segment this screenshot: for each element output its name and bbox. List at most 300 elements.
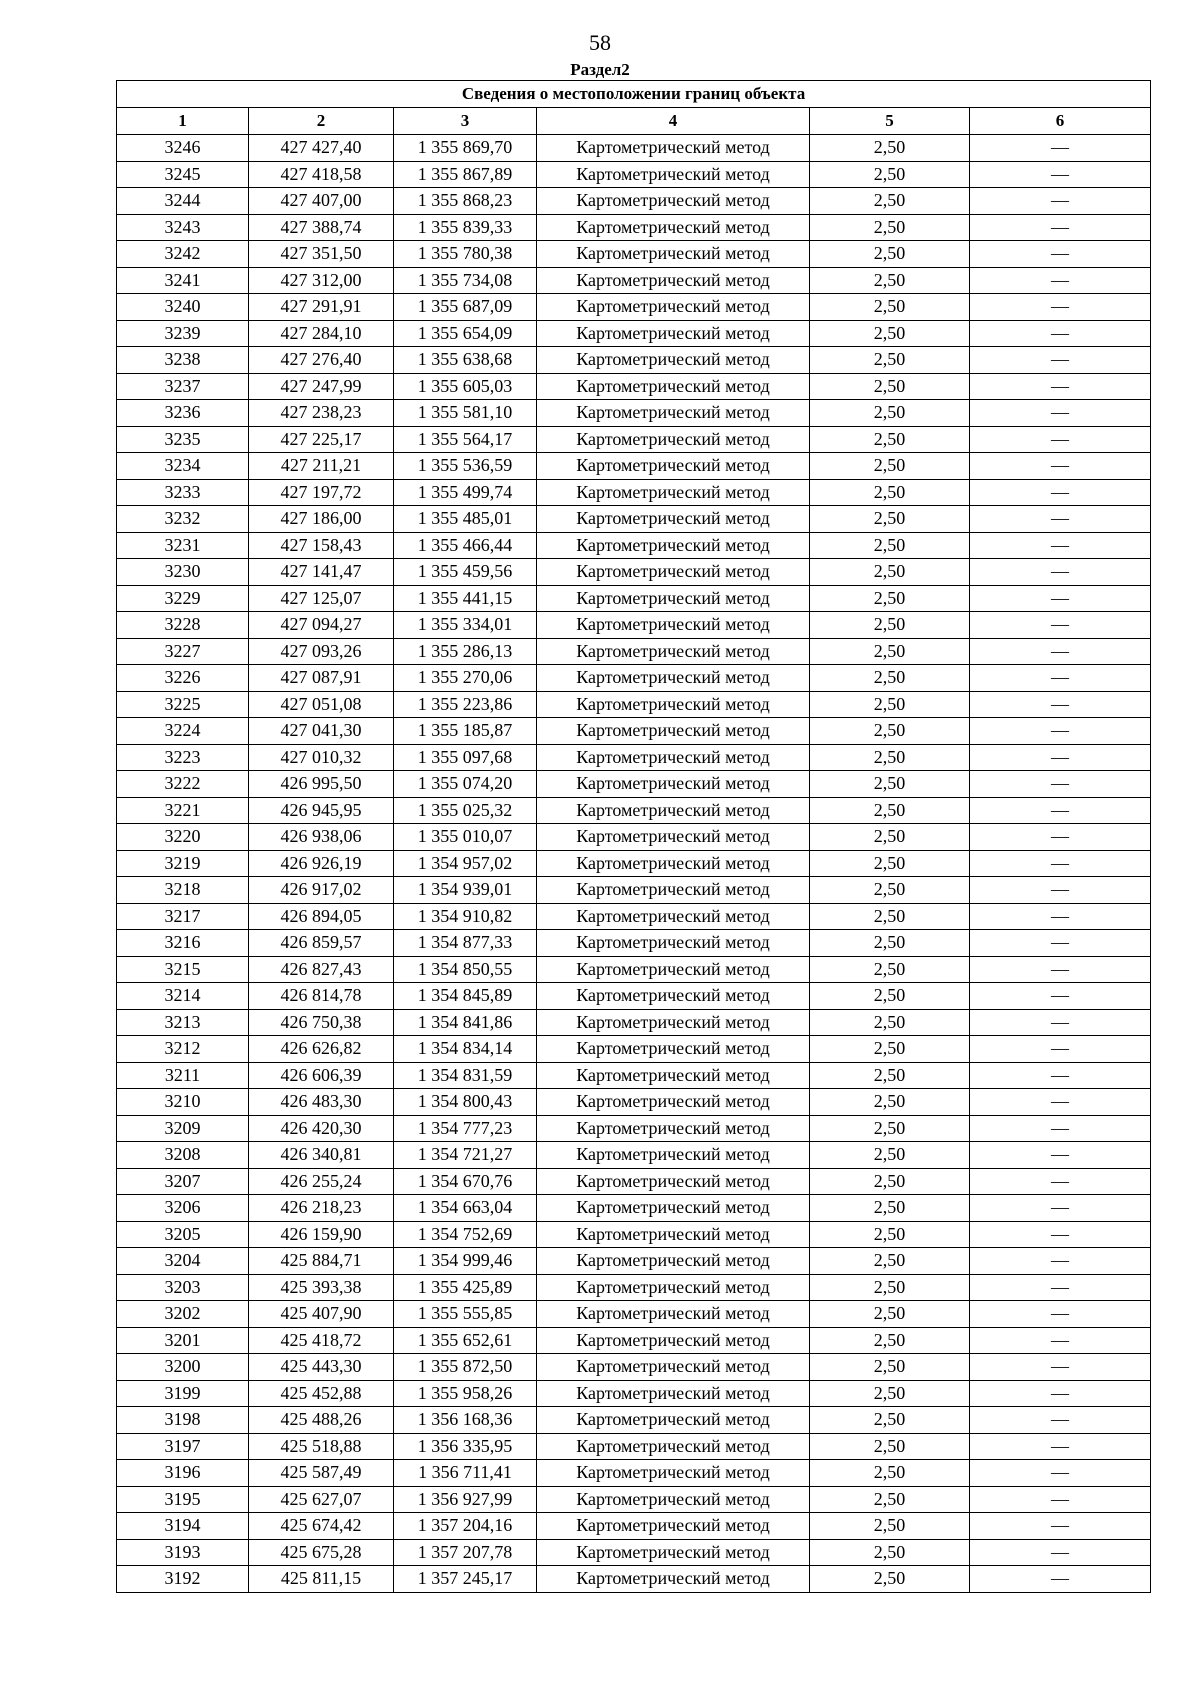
method-cell: Картометрический метод bbox=[537, 1274, 810, 1301]
table-row bbox=[117, 241, 1151, 268]
point-number-cell: 3241 bbox=[117, 267, 249, 294]
y-coordinate-cell: 1 355 652,61 bbox=[394, 1327, 537, 1354]
y-coordinate-cell: 1 357 204,16 bbox=[394, 1513, 537, 1540]
y-coordinate-cell: 1 356 168,36 bbox=[394, 1407, 537, 1434]
x-coordinate-cell: 427 284,10 bbox=[249, 320, 394, 347]
method-cell: Картометрический метод bbox=[537, 532, 810, 559]
y-coordinate-cell: 1 355 867,89 bbox=[394, 161, 537, 188]
description-cell: — bbox=[970, 1539, 1151, 1566]
point-number-cell: 3204 bbox=[117, 1248, 249, 1275]
description-cell: — bbox=[970, 1274, 1151, 1301]
accuracy-cell: 2,50 bbox=[810, 1407, 970, 1434]
x-coordinate-cell: 425 627,07 bbox=[249, 1486, 394, 1513]
description-cell: — bbox=[970, 559, 1151, 586]
x-coordinate-cell: 425 811,15 bbox=[249, 1566, 394, 1593]
accuracy-cell: 2,50 bbox=[810, 1539, 970, 1566]
point-number-cell: 3208 bbox=[117, 1142, 249, 1169]
column-number-1: 1 bbox=[117, 108, 249, 135]
column-number-5: 5 bbox=[810, 108, 970, 135]
table-row bbox=[117, 1089, 1151, 1116]
description-cell: — bbox=[970, 585, 1151, 612]
description-cell: — bbox=[970, 850, 1151, 877]
section-title: Раздел2 bbox=[570, 60, 630, 79]
accuracy-cell: 2,50 bbox=[810, 1301, 970, 1328]
point-number-cell: 3215 bbox=[117, 956, 249, 983]
method-cell: Картометрический метод bbox=[537, 824, 810, 851]
x-coordinate-cell: 427 186,00 bbox=[249, 506, 394, 533]
description-cell: — bbox=[970, 1115, 1151, 1142]
method-cell: Картометрический метод bbox=[537, 1248, 810, 1275]
table-row bbox=[117, 1566, 1151, 1593]
y-coordinate-cell: 1 355 564,17 bbox=[394, 426, 537, 453]
description-cell: — bbox=[970, 453, 1151, 480]
x-coordinate-cell: 426 750,38 bbox=[249, 1009, 394, 1036]
description-cell: — bbox=[970, 983, 1151, 1010]
x-coordinate-cell: 427 225,17 bbox=[249, 426, 394, 453]
description-cell: — bbox=[970, 1089, 1151, 1116]
y-coordinate-cell: 1 354 957,02 bbox=[394, 850, 537, 877]
method-cell: Картометрический метод bbox=[537, 559, 810, 586]
accuracy-cell: 2,50 bbox=[810, 1460, 970, 1487]
accuracy-cell: 2,50 bbox=[810, 161, 970, 188]
x-coordinate-cell: 427 010,32 bbox=[249, 744, 394, 771]
y-coordinate-cell: 1 355 466,44 bbox=[394, 532, 537, 559]
y-coordinate-cell: 1 354 939,01 bbox=[394, 877, 537, 904]
y-coordinate-cell: 1 355 555,85 bbox=[394, 1301, 537, 1328]
description-cell: — bbox=[970, 241, 1151, 268]
accuracy-cell: 2,50 bbox=[810, 188, 970, 215]
x-coordinate-cell: 427 351,50 bbox=[249, 241, 394, 268]
accuracy-cell: 2,50 bbox=[810, 1513, 970, 1540]
method-cell: Картометрический метод bbox=[537, 320, 810, 347]
point-number-cell: 3201 bbox=[117, 1327, 249, 1354]
table-row bbox=[117, 1460, 1151, 1487]
table-row bbox=[117, 877, 1151, 904]
y-coordinate-cell: 1 354 752,69 bbox=[394, 1221, 537, 1248]
accuracy-cell: 2,50 bbox=[810, 479, 970, 506]
y-coordinate-cell: 1 354 663,04 bbox=[394, 1195, 537, 1222]
table-row bbox=[117, 1115, 1151, 1142]
accuracy-cell: 2,50 bbox=[810, 1486, 970, 1513]
method-cell: Картометрический метод bbox=[537, 903, 810, 930]
point-number-cell: 3246 bbox=[117, 135, 249, 162]
accuracy-cell: 2,50 bbox=[810, 585, 970, 612]
method-cell: Картометрический метод bbox=[537, 347, 810, 374]
description-cell: — bbox=[970, 1380, 1151, 1407]
method-cell: Картометрический метод bbox=[537, 1009, 810, 1036]
point-number-cell: 3200 bbox=[117, 1354, 249, 1381]
y-coordinate-cell: 1 355 839,33 bbox=[394, 214, 537, 241]
description-cell: — bbox=[970, 320, 1151, 347]
description-cell: — bbox=[970, 691, 1151, 718]
point-number-cell: 3231 bbox=[117, 532, 249, 559]
x-coordinate-cell: 425 674,42 bbox=[249, 1513, 394, 1540]
y-coordinate-cell: 1 356 927,99 bbox=[394, 1486, 537, 1513]
point-number-cell: 3217 bbox=[117, 903, 249, 930]
description-cell: — bbox=[970, 1327, 1151, 1354]
y-coordinate-cell: 1 355 459,56 bbox=[394, 559, 537, 586]
description-cell: — bbox=[970, 1168, 1151, 1195]
description-cell: — bbox=[970, 903, 1151, 930]
x-coordinate-cell: 427 051,08 bbox=[249, 691, 394, 718]
point-number-cell: 3222 bbox=[117, 771, 249, 798]
point-number-cell: 3207 bbox=[117, 1168, 249, 1195]
table-row bbox=[117, 1380, 1151, 1407]
table-row bbox=[117, 1142, 1151, 1169]
table-row bbox=[117, 1354, 1151, 1381]
description-cell: — bbox=[970, 214, 1151, 241]
y-coordinate-cell: 1 354 850,55 bbox=[394, 956, 537, 983]
x-coordinate-cell: 426 945,95 bbox=[249, 797, 394, 824]
x-coordinate-cell: 426 995,50 bbox=[249, 771, 394, 798]
table-caption: Сведения о местоположении границ объекта bbox=[117, 81, 1151, 108]
description-cell: — bbox=[970, 373, 1151, 400]
accuracy-cell: 2,50 bbox=[810, 267, 970, 294]
point-number-cell: 3213 bbox=[117, 1009, 249, 1036]
y-coordinate-cell: 1 355 654,09 bbox=[394, 320, 537, 347]
point-number-cell: 3216 bbox=[117, 930, 249, 957]
table-row bbox=[117, 1539, 1151, 1566]
table-row bbox=[117, 1036, 1151, 1063]
y-coordinate-cell: 1 354 877,33 bbox=[394, 930, 537, 957]
accuracy-cell: 2,50 bbox=[810, 797, 970, 824]
y-coordinate-cell: 1 355 869,70 bbox=[394, 135, 537, 162]
table-row bbox=[117, 559, 1151, 586]
x-coordinate-cell: 427 312,00 bbox=[249, 267, 394, 294]
y-coordinate-cell: 1 356 335,95 bbox=[394, 1433, 537, 1460]
point-number-cell: 3238 bbox=[117, 347, 249, 374]
x-coordinate-cell: 426 926,19 bbox=[249, 850, 394, 877]
y-coordinate-cell: 1 355 499,74 bbox=[394, 479, 537, 506]
point-number-cell: 3218 bbox=[117, 877, 249, 904]
x-coordinate-cell: 427 418,58 bbox=[249, 161, 394, 188]
table-row bbox=[117, 612, 1151, 639]
method-cell: Картометрический метод bbox=[537, 1486, 810, 1513]
accuracy-cell: 2,50 bbox=[810, 1380, 970, 1407]
table-row bbox=[117, 1195, 1151, 1222]
table-row bbox=[117, 1248, 1151, 1275]
x-coordinate-cell: 426 606,39 bbox=[249, 1062, 394, 1089]
point-number-cell: 3221 bbox=[117, 797, 249, 824]
point-number-cell: 3232 bbox=[117, 506, 249, 533]
method-cell: Картометрический метод bbox=[537, 1513, 810, 1540]
description-cell: — bbox=[970, 718, 1151, 745]
x-coordinate-cell: 425 884,71 bbox=[249, 1248, 394, 1275]
y-coordinate-cell: 1 354 670,76 bbox=[394, 1168, 537, 1195]
x-coordinate-cell: 425 518,88 bbox=[249, 1433, 394, 1460]
y-coordinate-cell: 1 354 831,59 bbox=[394, 1062, 537, 1089]
accuracy-cell: 2,50 bbox=[810, 691, 970, 718]
accuracy-cell: 2,50 bbox=[810, 1036, 970, 1063]
table-row bbox=[117, 320, 1151, 347]
table-row bbox=[117, 956, 1151, 983]
accuracy-cell: 2,50 bbox=[810, 320, 970, 347]
x-coordinate-cell: 426 340,81 bbox=[249, 1142, 394, 1169]
method-cell: Картометрический метод bbox=[537, 1142, 810, 1169]
method-cell: Картометрический метод bbox=[537, 188, 810, 215]
y-coordinate-cell: 1 355 872,50 bbox=[394, 1354, 537, 1381]
y-coordinate-cell: 1 355 223,86 bbox=[394, 691, 537, 718]
description-cell: — bbox=[970, 1009, 1151, 1036]
description-cell: — bbox=[970, 1460, 1151, 1487]
table-row bbox=[117, 1168, 1151, 1195]
description-cell: — bbox=[970, 1354, 1151, 1381]
method-cell: Картометрический метод bbox=[537, 506, 810, 533]
table-row bbox=[117, 824, 1151, 851]
page-number: 58 bbox=[589, 30, 611, 55]
description-cell: — bbox=[970, 1221, 1151, 1248]
y-coordinate-cell: 1 354 800,43 bbox=[394, 1089, 537, 1116]
y-coordinate-cell: 1 355 270,06 bbox=[394, 665, 537, 692]
point-number-cell: 3239 bbox=[117, 320, 249, 347]
x-coordinate-cell: 426 917,02 bbox=[249, 877, 394, 904]
x-coordinate-cell: 427 247,99 bbox=[249, 373, 394, 400]
column-number-row bbox=[117, 108, 1151, 135]
description-cell: — bbox=[970, 135, 1151, 162]
y-coordinate-cell: 1 354 777,23 bbox=[394, 1115, 537, 1142]
method-cell: Картометрический метод bbox=[537, 771, 810, 798]
y-coordinate-cell: 1 355 441,15 bbox=[394, 585, 537, 612]
x-coordinate-cell: 427 125,07 bbox=[249, 585, 394, 612]
method-cell: Картометрический метод bbox=[537, 1168, 810, 1195]
accuracy-cell: 2,50 bbox=[810, 347, 970, 374]
x-coordinate-cell: 427 211,21 bbox=[249, 453, 394, 480]
point-number-cell: 3229 bbox=[117, 585, 249, 612]
x-coordinate-cell: 426 938,06 bbox=[249, 824, 394, 851]
accuracy-cell: 2,50 bbox=[810, 877, 970, 904]
x-coordinate-cell: 425 443,30 bbox=[249, 1354, 394, 1381]
x-coordinate-cell: 427 238,23 bbox=[249, 400, 394, 427]
x-coordinate-cell: 427 087,91 bbox=[249, 665, 394, 692]
accuracy-cell: 2,50 bbox=[810, 824, 970, 851]
y-coordinate-cell: 1 355 185,87 bbox=[394, 718, 537, 745]
table-row bbox=[117, 135, 1151, 162]
accuracy-cell: 2,50 bbox=[810, 956, 970, 983]
point-number-cell: 3214 bbox=[117, 983, 249, 1010]
y-coordinate-cell: 1 355 868,23 bbox=[394, 188, 537, 215]
method-cell: Картометрический метод bbox=[537, 1036, 810, 1063]
description-cell: — bbox=[970, 665, 1151, 692]
point-number-cell: 3235 bbox=[117, 426, 249, 453]
method-cell: Картометрический метод bbox=[537, 400, 810, 427]
accuracy-cell: 2,50 bbox=[810, 930, 970, 957]
table-row bbox=[117, 1062, 1151, 1089]
point-number-cell: 3223 bbox=[117, 744, 249, 771]
point-number-cell: 3193 bbox=[117, 1539, 249, 1566]
table-row bbox=[117, 1274, 1151, 1301]
description-cell: — bbox=[970, 479, 1151, 506]
point-number-cell: 3205 bbox=[117, 1221, 249, 1248]
point-number-cell: 3195 bbox=[117, 1486, 249, 1513]
point-number-cell: 3192 bbox=[117, 1566, 249, 1593]
accuracy-cell: 2,50 bbox=[810, 1062, 970, 1089]
x-coordinate-cell: 427 158,43 bbox=[249, 532, 394, 559]
y-coordinate-cell: 1 355 097,68 bbox=[394, 744, 537, 771]
table-row bbox=[117, 347, 1151, 374]
x-coordinate-cell: 427 388,74 bbox=[249, 214, 394, 241]
method-cell: Картометрический метод bbox=[537, 691, 810, 718]
point-number-cell: 3233 bbox=[117, 479, 249, 506]
point-number-cell: 3202 bbox=[117, 1301, 249, 1328]
y-coordinate-cell: 1 355 958,26 bbox=[394, 1380, 537, 1407]
method-cell: Картометрический метод bbox=[537, 612, 810, 639]
accuracy-cell: 2,50 bbox=[810, 1142, 970, 1169]
description-cell: — bbox=[970, 1301, 1151, 1328]
x-coordinate-cell: 427 094,27 bbox=[249, 612, 394, 639]
method-cell: Картометрический метод bbox=[537, 214, 810, 241]
point-number-cell: 3210 bbox=[117, 1089, 249, 1116]
table-row bbox=[117, 1301, 1151, 1328]
point-number-cell: 3227 bbox=[117, 638, 249, 665]
accuracy-cell: 2,50 bbox=[810, 983, 970, 1010]
accuracy-cell: 2,50 bbox=[810, 1327, 970, 1354]
method-cell: Картометрический метод bbox=[537, 585, 810, 612]
table-row bbox=[117, 161, 1151, 188]
point-number-cell: 3234 bbox=[117, 453, 249, 480]
x-coordinate-cell: 425 393,38 bbox=[249, 1274, 394, 1301]
x-coordinate-cell: 426 218,23 bbox=[249, 1195, 394, 1222]
description-cell: — bbox=[970, 771, 1151, 798]
x-coordinate-cell: 425 407,90 bbox=[249, 1301, 394, 1328]
table-row bbox=[117, 1513, 1151, 1540]
accuracy-cell: 2,50 bbox=[810, 1009, 970, 1036]
method-cell: Картометрический метод bbox=[537, 373, 810, 400]
accuracy-cell: 2,50 bbox=[810, 1195, 970, 1222]
method-cell: Картометрический метод bbox=[537, 665, 810, 692]
point-number-cell: 3245 bbox=[117, 161, 249, 188]
description-cell: — bbox=[970, 612, 1151, 639]
column-number-4: 4 bbox=[537, 108, 810, 135]
column-number-3: 3 bbox=[394, 108, 537, 135]
y-coordinate-cell: 1 354 999,46 bbox=[394, 1248, 537, 1275]
table-row bbox=[117, 400, 1151, 427]
y-coordinate-cell: 1 354 834,14 bbox=[394, 1036, 537, 1063]
table-row bbox=[117, 903, 1151, 930]
x-coordinate-cell: 425 488,26 bbox=[249, 1407, 394, 1434]
y-coordinate-cell: 1 355 734,08 bbox=[394, 267, 537, 294]
table-row bbox=[117, 1433, 1151, 1460]
method-cell: Картометрический метод bbox=[537, 1327, 810, 1354]
method-cell: Картометрический метод bbox=[537, 135, 810, 162]
table-row bbox=[117, 1327, 1151, 1354]
description-cell: — bbox=[970, 1407, 1151, 1434]
accuracy-cell: 2,50 bbox=[810, 506, 970, 533]
description-cell: — bbox=[970, 1433, 1151, 1460]
accuracy-cell: 2,50 bbox=[810, 1221, 970, 1248]
x-coordinate-cell: 425 675,28 bbox=[249, 1539, 394, 1566]
method-cell: Картометрический метод bbox=[537, 1195, 810, 1222]
x-coordinate-cell: 427 093,26 bbox=[249, 638, 394, 665]
method-cell: Картометрический метод bbox=[537, 1460, 810, 1487]
point-number-cell: 3224 bbox=[117, 718, 249, 745]
method-cell: Картометрический метод bbox=[537, 1354, 810, 1381]
table-row bbox=[117, 294, 1151, 321]
point-number-cell: 3212 bbox=[117, 1036, 249, 1063]
point-number-cell: 3209 bbox=[117, 1115, 249, 1142]
point-number-cell: 3198 bbox=[117, 1407, 249, 1434]
description-cell: — bbox=[970, 877, 1151, 904]
table-row bbox=[117, 188, 1151, 215]
point-number-cell: 3230 bbox=[117, 559, 249, 586]
x-coordinate-cell: 427 407,00 bbox=[249, 188, 394, 215]
description-cell: — bbox=[970, 930, 1151, 957]
description-cell: — bbox=[970, 1142, 1151, 1169]
accuracy-cell: 2,50 bbox=[810, 612, 970, 639]
y-coordinate-cell: 1 355 334,01 bbox=[394, 612, 537, 639]
table-body bbox=[117, 135, 1151, 1593]
y-coordinate-cell: 1 355 638,68 bbox=[394, 347, 537, 374]
y-coordinate-cell: 1 355 010,07 bbox=[394, 824, 537, 851]
method-cell: Картометрический метод bbox=[537, 1566, 810, 1593]
table-row bbox=[117, 426, 1151, 453]
table-row bbox=[117, 373, 1151, 400]
accuracy-cell: 2,50 bbox=[810, 1274, 970, 1301]
method-cell: Картометрический метод bbox=[537, 426, 810, 453]
y-coordinate-cell: 1 357 207,78 bbox=[394, 1539, 537, 1566]
table-row bbox=[117, 532, 1151, 559]
method-cell: Картометрический метод bbox=[537, 797, 810, 824]
table-row bbox=[117, 665, 1151, 692]
y-coordinate-cell: 1 355 536,59 bbox=[394, 453, 537, 480]
table-row bbox=[117, 267, 1151, 294]
method-cell: Картометрический метод bbox=[537, 1115, 810, 1142]
y-coordinate-cell: 1 355 605,03 bbox=[394, 373, 537, 400]
description-cell: — bbox=[970, 638, 1151, 665]
accuracy-cell: 2,50 bbox=[810, 1433, 970, 1460]
description-cell: — bbox=[970, 1566, 1151, 1593]
method-cell: Картометрический метод bbox=[537, 453, 810, 480]
description-cell: — bbox=[970, 956, 1151, 983]
table-row bbox=[117, 1221, 1151, 1248]
table-row bbox=[117, 691, 1151, 718]
accuracy-cell: 2,50 bbox=[810, 294, 970, 321]
accuracy-cell: 2,50 bbox=[810, 532, 970, 559]
y-coordinate-cell: 1 356 711,41 bbox=[394, 1460, 537, 1487]
table-row bbox=[117, 797, 1151, 824]
table-row bbox=[117, 983, 1151, 1010]
point-number-cell: 3225 bbox=[117, 691, 249, 718]
accuracy-cell: 2,50 bbox=[810, 373, 970, 400]
y-coordinate-cell: 1 355 286,13 bbox=[394, 638, 537, 665]
x-coordinate-cell: 425 452,88 bbox=[249, 1380, 394, 1407]
table-row bbox=[117, 1407, 1151, 1434]
description-cell: — bbox=[970, 267, 1151, 294]
x-coordinate-cell: 426 827,43 bbox=[249, 956, 394, 983]
description-cell: — bbox=[970, 744, 1151, 771]
point-number-cell: 3240 bbox=[117, 294, 249, 321]
point-number-cell: 3194 bbox=[117, 1513, 249, 1540]
table-row bbox=[117, 453, 1151, 480]
method-cell: Картометрический метод bbox=[537, 161, 810, 188]
point-number-cell: 3211 bbox=[117, 1062, 249, 1089]
description-cell: — bbox=[970, 532, 1151, 559]
method-cell: Картометрический метод bbox=[537, 1433, 810, 1460]
table-row bbox=[117, 1009, 1151, 1036]
x-coordinate-cell: 426 483,30 bbox=[249, 1089, 394, 1116]
point-number-cell: 3242 bbox=[117, 241, 249, 268]
method-cell: Картометрический метод bbox=[537, 1539, 810, 1566]
point-number-cell: 3197 bbox=[117, 1433, 249, 1460]
point-number-cell: 3203 bbox=[117, 1274, 249, 1301]
method-cell: Картометрический метод bbox=[537, 1062, 810, 1089]
x-coordinate-cell: 426 814,78 bbox=[249, 983, 394, 1010]
description-cell: — bbox=[970, 1248, 1151, 1275]
method-cell: Картометрический метод bbox=[537, 267, 810, 294]
y-coordinate-cell: 1 354 910,82 bbox=[394, 903, 537, 930]
column-number-2: 2 bbox=[249, 108, 394, 135]
x-coordinate-cell: 425 587,49 bbox=[249, 1460, 394, 1487]
description-cell: — bbox=[970, 1513, 1151, 1540]
